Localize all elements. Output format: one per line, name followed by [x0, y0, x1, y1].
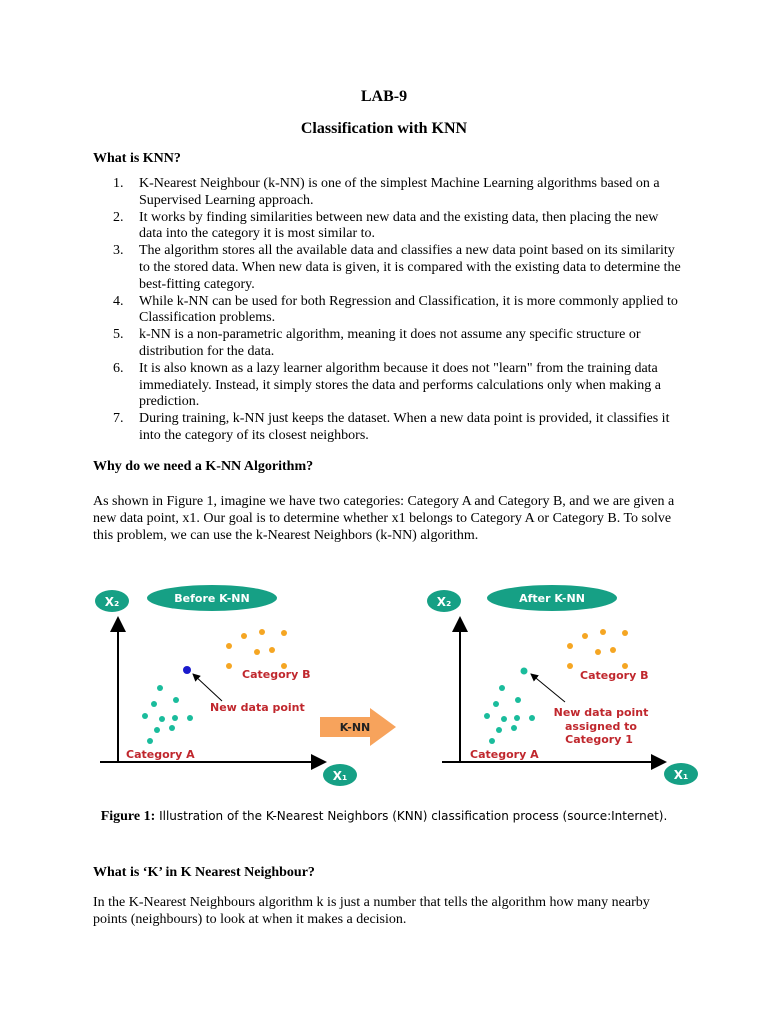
assigned-label-line1: New data point — [553, 706, 649, 719]
list-item: 5. k-NN is a non-parametric algorithm, meaning it does not assume any specific structure or distribution for the data. — [113, 327, 641, 359]
x-axis-label: X₁ — [332, 769, 348, 783]
after-knn-panel — [427, 585, 698, 785]
list-item: 3. The algorithm stores all the available data and classifies a new data point based on its similarity to the stored data. When new data is given, it is compared with the existing data to determine the best-fitting category. — [113, 243, 681, 292]
knn-figure — [0, 570, 768, 800]
category-a-label: Category A — [126, 748, 195, 761]
knn-arrow — [320, 708, 396, 746]
category-a-points — [484, 668, 535, 745]
after-knn-label: After K-NN — [519, 592, 585, 605]
category-b-label: Category B — [580, 669, 649, 682]
list-item: 2. It works by finding similarities between new data and the existing data, then placing the new data into the category it is most similar to. — [113, 209, 659, 242]
assigned-label-line3: Category 1 — [565, 733, 633, 746]
category-b-points — [226, 629, 287, 669]
section-heading-what-is-knn: What is KNN? — [93, 151, 181, 166]
category-a-label: Category A — [470, 748, 539, 761]
assigned-label-line2: assigned to — [565, 720, 637, 733]
why-knn-paragraph: As shown in Figure 1, imagine we have two categories: Category A and Category B, and we are given a new data point, x1. Our goal is to determine whether x1 belongs to Category A or Category B. To solve this problem, we can use the k-Nearest Neighbors (k-NN) algorithm. — [93, 494, 675, 543]
new-point-pointer — [193, 674, 222, 701]
lab-heading: LAB-9 — [360, 88, 408, 105]
section-heading-why-knn: Why do we need a K-NN Algorithm? — [93, 459, 314, 474]
y-axis-label: X₂ — [436, 595, 452, 609]
page-title: Classification with KNN — [300, 120, 468, 137]
before-knn-panel — [95, 585, 357, 786]
category-a-points — [142, 685, 193, 744]
new-point-label: New data point — [210, 701, 305, 714]
what-is-k-paragraph: In the K-Nearest Neighbours algorithm k is just a number that tells the algorithm how many nearby points (neighbours) to look at when it makes a decision. — [93, 895, 650, 927]
category-b-points — [567, 629, 628, 669]
list-item: 6. It is also known as a lazy learner algorithm because it does not "learn" from the training data immediately. Instead, it simply stores the data and performs calculations only when making a prediction. — [113, 360, 662, 410]
list-item: 4. While k-NN can be used for both Regression and Classification, it is more commonly applied to Classification problems. — [113, 293, 678, 326]
figure-caption — [0, 809, 768, 825]
caption-text: Illustration of the K-Nearest Neighbors (KNN) classification process (source:Internet). — [155, 809, 668, 823]
category-b-label: Category B — [242, 668, 311, 681]
before-knn-label: Before K-NN — [174, 592, 250, 605]
knn-facts-list — [93, 176, 683, 445]
assigned-point-pointer — [531, 674, 565, 702]
knn-arrow-label: K-NN — [339, 721, 371, 734]
list-item: 7. During training, k-NN just keeps the dataset. When a new data point is provided, it classifies it into the category of its closest neighbors. — [113, 411, 670, 443]
caption-label: Figure 1: — [100, 809, 156, 824]
y-axis-label: X₂ — [104, 595, 120, 609]
section-heading-what-is-k: What is ‘K’ in K Nearest Neighbour? — [93, 865, 315, 880]
list-item: 1. K-Nearest Neighbour (k-NN) is one of the simplest Machine Learning algorithms based on a Supervised Learning approach. — [113, 176, 660, 208]
x-axis-label: X₁ — [673, 768, 689, 782]
new-data-point — [183, 666, 191, 674]
